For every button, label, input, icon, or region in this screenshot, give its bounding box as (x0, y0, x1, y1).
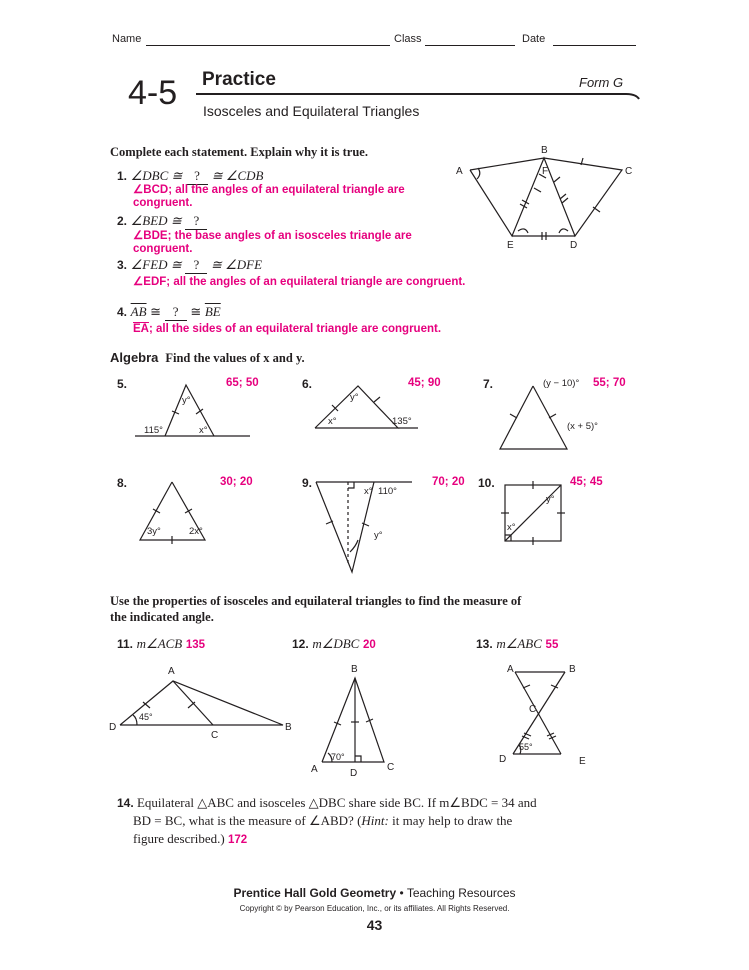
problem-14-line2: BD = BC, what is the measure of ∠ABD? (Hint: it may help to draw the (133, 813, 513, 828)
answer-9: 70; 20 (432, 476, 465, 488)
figure-7 (495, 374, 605, 454)
vertex-label: D (350, 768, 358, 779)
question-3: 3. ∠FED ≅ ? ≅ ∠DFE (117, 257, 263, 272)
angle-label: 45° (139, 712, 153, 722)
vertex-label: C (211, 730, 219, 741)
problem-14-line3: figure described.) 172 (133, 831, 248, 846)
angle-label: y° (546, 494, 555, 505)
figure-11 (105, 660, 305, 740)
vertex-label: E (579, 756, 586, 767)
vertex-label: B (351, 664, 358, 675)
footer-copyright: Copyright © by Pearson Education, Inc., or its affiliates. All Rights Reserved. (239, 904, 510, 913)
date-field[interactable] (553, 45, 636, 46)
vertex-label: C (529, 704, 537, 715)
vertex-label: A (168, 666, 175, 677)
form-label: Form G (579, 75, 624, 90)
answer-2: ∠BDE; the base angles of an isosceles triangle are congruent. (133, 230, 412, 255)
answer-blank: ? (165, 304, 187, 321)
angle-label: 55° (519, 742, 533, 752)
answer-3: ∠EDF; all the angles of an equilateral triangle are congruent. (133, 276, 466, 288)
vertex-label: C (387, 762, 395, 773)
answer-5: 65; 50 (226, 377, 259, 389)
vertex-label: F (542, 166, 549, 177)
answer-14: 172 (227, 834, 248, 846)
section3-instruction-1: Use the properties of isosceles and equilateral triangles to find the measure of (110, 594, 522, 608)
vertex-label: D (499, 754, 507, 765)
angle-label: (y − 10)° (543, 378, 580, 389)
answer-7: 55; 70 (593, 377, 626, 389)
lesson-subtitle: Isosceles and Equilateral Triangles (203, 103, 420, 119)
vertex-label: A (311, 764, 318, 775)
section1-instruction: Complete each statement. Explain why it is true. (110, 145, 368, 159)
vertex-label: C (625, 166, 633, 177)
angle-label: 115° (144, 425, 163, 436)
angle-label: 3y° (147, 526, 161, 537)
class-label: Class (394, 33, 422, 45)
angle-label: 110° (378, 486, 397, 497)
vertex-label: B (569, 664, 576, 675)
answer-10: 45; 45 (570, 476, 603, 488)
practice-title: Practice (202, 69, 276, 90)
problem-13-prompt: 13. m∠ABC 55 (476, 636, 559, 651)
lesson-number: 4-5 (128, 74, 178, 112)
problem-number: 8. (117, 476, 128, 490)
angle-label: (x + 5)° (567, 421, 598, 432)
name-label: Name (112, 33, 142, 45)
problem-number: 5. (117, 377, 128, 391)
figure-6 (310, 380, 430, 435)
figure-abcdef (450, 140, 640, 255)
vertex-label: A (507, 664, 514, 675)
vertex-label: B (285, 722, 292, 733)
answer-6: 45; 90 (408, 377, 441, 389)
figure-10 (500, 480, 570, 550)
question-4: 4. $\overline{AB}$ ≅ ? ≅ $\overline{BE}$ (117, 304, 221, 319)
class-field[interactable] (425, 45, 515, 46)
problem-number: 6. (302, 377, 313, 391)
problem-number: 10. (478, 476, 495, 490)
question-1: 1. ∠DBC ≅ ? ≅ ∠CDB (117, 168, 264, 183)
figure-8 (135, 476, 225, 546)
angle-label: x° (364, 486, 373, 497)
angle-label: 70° (331, 752, 345, 762)
page-number: 43 (366, 917, 383, 933)
question-2: 2. ∠BED ≅ ? (117, 213, 207, 230)
figure-12 (305, 660, 405, 778)
angle-label: 2x° (189, 526, 203, 537)
title-rule (196, 88, 641, 100)
vertex-label: D (109, 722, 117, 733)
angle-label: y° (374, 530, 383, 541)
angle-label: x° (507, 522, 516, 533)
vertex-label: B (541, 145, 548, 156)
algebra-heading: Algebra Find the values of x and y. (110, 350, 305, 365)
answer-blank: ? (185, 213, 207, 230)
answer-blank: ? (186, 168, 208, 185)
angle-label: x° (199, 425, 208, 436)
name-field[interactable] (146, 45, 390, 46)
angle-label: y° (350, 392, 359, 403)
angle-label: 135° (392, 416, 412, 427)
section3-instruction-2: the indicated angle. (110, 610, 214, 624)
answer-blank: ? (185, 257, 207, 274)
problem-number: 7. (483, 377, 494, 391)
problem-14-line1: 14. Equilateral △ABC and isosceles △DBC share side BC. If m∠BDC = 34 and (117, 795, 537, 810)
answer-1: ∠BCD; all the angles of an equilateral triangle are congruent. (133, 184, 405, 209)
problem-12-prompt: 12. m∠DBC 20 (292, 636, 376, 651)
figure-5 (130, 375, 260, 445)
answer-4: $\overline{EA}$; all the sides of an equilateral triangle are congruent. (133, 323, 442, 335)
angle-label: x° (328, 416, 337, 427)
figure-13 (495, 660, 595, 770)
vertex-label: E (507, 240, 514, 251)
vertex-label: D (570, 240, 578, 251)
problem-11-prompt: 11. m∠ACB 135 (117, 636, 206, 651)
problem-number: 9. (302, 476, 313, 490)
figure-9 (312, 476, 427, 576)
answer-8: 30; 20 (220, 476, 253, 488)
angle-label: y° (182, 395, 191, 406)
footer-publisher: Prentice Hall Gold Geometry • Teaching Resources (233, 886, 516, 900)
vertex-label: A (456, 166, 463, 177)
date-label: Date (522, 33, 546, 45)
